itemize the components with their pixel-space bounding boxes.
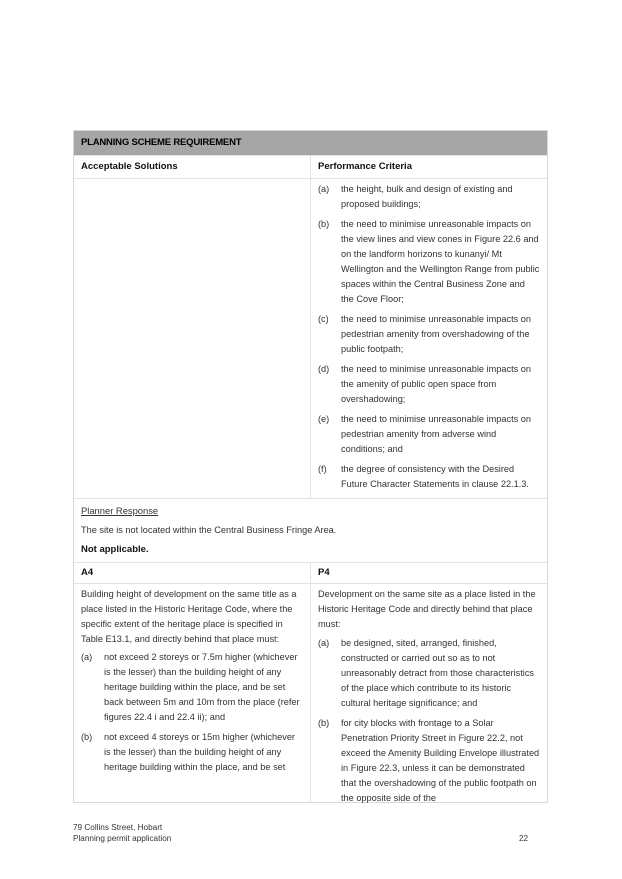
performance-criteria-heading: Performance Criteria bbox=[318, 161, 412, 172]
planning-requirement-table bbox=[73, 130, 548, 803]
a4-intro: Building height of development on the same title as a place listed in the Historic Heritage Code, where the specific extent of the heritage place is specified in Table E13.1, and directly behind that place must: bbox=[81, 589, 297, 644]
list-item: (e) the need to minimise unreasonable impacts on pedestrian amenity from adverse wind conditions; and bbox=[318, 414, 531, 454]
list-item: (c) the need to minimise unreasonable impacts on pedestrian amenity from overshadowing of the public footpath; bbox=[318, 314, 531, 354]
list-item: (b) the need to minimise unreasonable impacts on the view lines and view cones in Figure 22.6 and on the landform horizons to kunanyi/ Mt Wellington and the Wellington Range from public spaces within the Central Business Zone and the Cove Floor; bbox=[318, 219, 540, 304]
footer-address: 79 Collins Street, Hobart bbox=[73, 823, 163, 832]
list-item: (d) the need to minimise unreasonable impacts on the amenity of public open space from overshadowing; bbox=[318, 364, 531, 404]
criteria-row bbox=[74, 178, 547, 498]
list-item: (b) not exceed 4 storeys or 15m higher (whichever is the lesser) than the building height of any heritage building within the place, and be set bbox=[81, 732, 295, 772]
list-item: (a) not exceed 2 storeys or 7.5m higher (whichever is the lesser) than the building height of any heritage building within the place, and be set back between 5m and 10m from the place (refer figures 22.4 i and 22.4 ii); and bbox=[81, 652, 300, 722]
table-header: PLANNING SCHEME REQUIREMENT bbox=[74, 131, 547, 155]
list-item: (a) be designed, sited, arranged, finished, constructed or carried out so as to not unreasonably detract from those characteristics of the place which contribute to its historic cultural heritage significance; and bbox=[318, 638, 535, 708]
planner-response-verdict: Not applicable. bbox=[81, 544, 149, 555]
list-item: (f) the degree of consistency with the Desired Future Character Statements in clause 22.1.3. bbox=[318, 464, 529, 489]
a4-p4-body-row bbox=[74, 583, 547, 802]
empty-cell bbox=[74, 179, 311, 498]
planner-response-title: Planner Response bbox=[81, 505, 159, 516]
column-headings-row bbox=[74, 155, 547, 178]
list-item: (b) for city blocks with frontage to a Solar Penetration Priority Street in Figure 22.2, not exceed the Amenity Building Envelope illustrated in Figure 22.3, unless it can be demonstrated that the overshadowing of the public footpath on the opposite side of the bbox=[318, 718, 540, 803]
p4-intro: Development on the same site as a place listed in the Historic Heritage Code and directly behind that place must: bbox=[318, 589, 536, 629]
acceptable-solutions-heading: Acceptable Solutions bbox=[81, 161, 178, 172]
planner-response-row bbox=[74, 498, 547, 562]
a4-p4-heading-row bbox=[74, 562, 547, 583]
a4-heading: A4 bbox=[81, 567, 94, 578]
planner-response-text: The site is not located within the Central Business Fringe Area. bbox=[81, 525, 337, 535]
footer-document-title: Planning permit application bbox=[73, 834, 172, 843]
p4-heading: P4 bbox=[318, 567, 330, 578]
page-number: 22 bbox=[519, 834, 529, 843]
list-item: (a) the height, bulk and design of existing and proposed buildings; bbox=[318, 184, 513, 209]
